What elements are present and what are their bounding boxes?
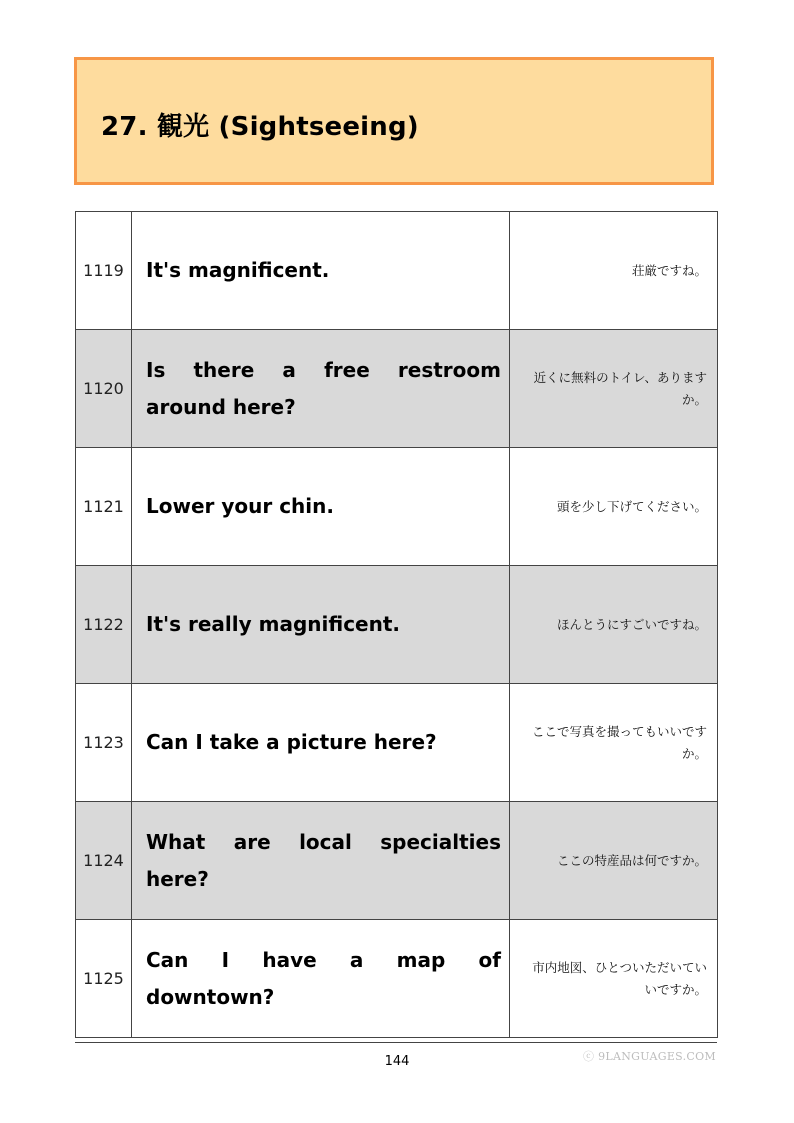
phrase-number: 1120 [76,330,132,448]
english-phrase: Can I take a picture here? [132,684,510,802]
phrase-number: 1124 [76,802,132,920]
english-phrase: Is there a free restroom around here? [132,330,510,448]
japanese-translation: 荘厳ですね。 [510,212,718,330]
japanese-translation: ほんとうにすごいですね。 [510,566,718,684]
english-phrase: What are local specialties here? [132,802,510,920]
japanese-translation: 市内地図、ひとついただいていいですか。 [510,920,718,1038]
copyright-watermark: ⓒ 9LANGUAGES.COM [583,1050,716,1063]
japanese-translation: 頭を少し下げてください。 [510,448,718,566]
table-row [76,566,718,684]
table-row [76,212,718,330]
table-row [76,920,718,1038]
table-row [76,330,718,448]
phrase-number: 1125 [76,920,132,1038]
japanese-translation: 近くに無料のトイレ、ありますか。 [510,330,718,448]
phrase-table [75,211,718,1038]
table-row [76,684,718,802]
japanese-translation: ここで写真を撮ってもいいですか。 [510,684,718,802]
phrase-number: 1119 [76,212,132,330]
chapter-header [74,57,714,185]
table-row [76,448,718,566]
phrase-number: 1121 [76,448,132,566]
english-phrase: Lower your chin. [132,448,510,566]
phrase-number: 1123 [76,684,132,802]
table-row [76,802,718,920]
japanese-translation: ここの特産品は何ですか。 [510,802,718,920]
page-number: 144 [384,1054,410,1069]
bottom-rule [75,1042,717,1043]
phrase-number: 1122 [76,566,132,684]
chapter-title: 27. 観光 (Sightseeing) [101,112,419,142]
english-phrase: Can I have a map of downtown? [132,920,510,1038]
english-phrase: It's magnificent. [132,212,510,330]
english-phrase: It's really magnificent. [132,566,510,684]
